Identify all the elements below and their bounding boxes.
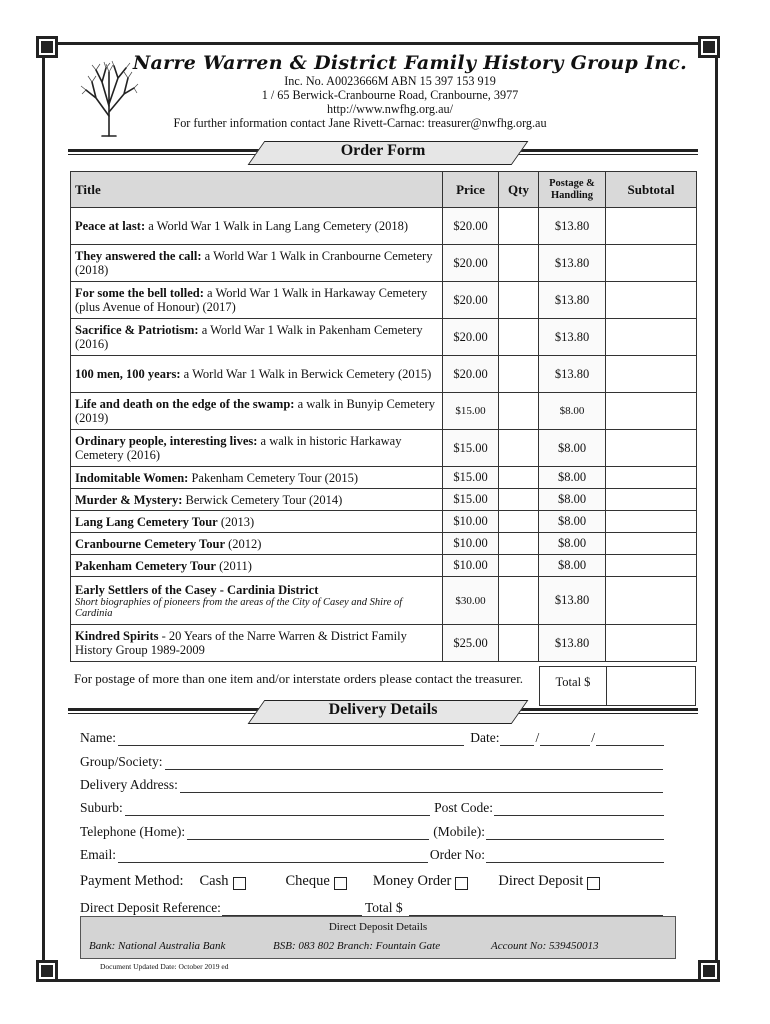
item-postage: $13.80	[539, 625, 606, 662]
mobile-field[interactable]	[486, 827, 664, 840]
item-title-cell	[71, 245, 443, 282]
item-title-rest: Berwick Cemetery Tour (2014)	[182, 492, 343, 507]
item-title-bold: They answered the call:	[75, 249, 202, 263]
item-subtotal-field[interactable]	[606, 555, 697, 577]
item-postage: $13.80	[539, 282, 606, 319]
item-title-bold: For some the bell tolled:	[75, 286, 204, 300]
org-website[interactable]: http://www.nwfhg.org.au/	[327, 102, 453, 116]
item-title-cell	[71, 625, 443, 662]
item-title-cell	[71, 555, 443, 577]
tel-home-label: Telephone (Home):	[80, 824, 186, 839]
item-qty-field[interactable]	[499, 533, 539, 555]
deposit-bank: Bank: National Australia Bank	[89, 940, 226, 952]
item-postage: $8.00	[539, 393, 606, 430]
item-subtotal-field[interactable]	[606, 208, 697, 245]
item-title-rest: a World War 1 Walk in Pakenham Cemetery (2016)	[75, 323, 423, 351]
email-line	[80, 845, 665, 863]
org-header	[80, 52, 700, 130]
pay-direct-label: Direct Deposit	[498, 873, 584, 889]
item-price: $20.00	[443, 282, 499, 319]
table-row	[71, 625, 697, 662]
item-subtotal-field[interactable]	[606, 467, 697, 489]
item-title-cell	[71, 356, 443, 393]
item-qty-field[interactable]	[499, 245, 539, 282]
order-form-section-bar	[68, 141, 698, 167]
item-subtotal-field[interactable]	[606, 245, 697, 282]
group-line	[80, 752, 665, 770]
item-title-bold: Pakenham Cemetery Tour	[75, 558, 216, 573]
item-title-bold: Peace at last:	[75, 219, 146, 233]
item-title-rest: a walk in Bunyip Cemetery (2019)	[75, 397, 436, 425]
item-price: $25.00	[443, 625, 499, 662]
order-no-label: Order No:	[429, 847, 485, 862]
item-price: $10.00	[443, 533, 499, 555]
item-title-bold: Kindred Spirits	[75, 629, 159, 643]
item-price: $20.00	[443, 208, 499, 245]
item-title-cell	[71, 208, 443, 245]
pay-cheque-checkbox[interactable]	[334, 877, 347, 890]
table-row	[71, 511, 697, 533]
table-row	[71, 467, 697, 489]
item-title-bold: Indomitable Women:	[75, 470, 189, 485]
org-inc-line: Inc. No. A0023666M ABN 15 397 153 919	[284, 74, 496, 88]
item-price: $20.00	[443, 356, 499, 393]
item-postage: $13.80	[539, 245, 606, 282]
item-subtotal-field[interactable]	[606, 577, 697, 625]
item-price: $10.00	[443, 555, 499, 577]
item-postage: $13.80	[539, 208, 606, 245]
date-month-field[interactable]	[540, 733, 590, 746]
item-postage: $8.00	[539, 467, 606, 489]
item-title-rest: - 20 Years of the Narre Warren & District Family History Group 1989-2009	[75, 629, 407, 657]
item-qty-field[interactable]	[499, 489, 539, 511]
table-row	[71, 356, 697, 393]
email-field[interactable]	[118, 850, 428, 863]
item-title-rest: a World War 1 Walk in Lang Lang Cemetery (2018)	[145, 219, 408, 233]
postage-note: For postage of more than one item and/or interstate orders please contact the treasurer.	[74, 671, 524, 686]
name-field[interactable]	[118, 733, 464, 746]
item-title-bold: Murder & Mystery:	[75, 492, 183, 507]
org-contact: For further information contact Jane Rivett-Carnac: treasurer@nwfhg.org.au	[173, 116, 547, 130]
table-row	[71, 489, 697, 511]
item-price: $10.00	[443, 511, 499, 533]
order-table-header	[71, 172, 697, 208]
deposit-heading: Direct Deposit Details	[328, 921, 428, 933]
item-title-bold: 100 men, 100 years:	[75, 367, 181, 381]
item-subtotal-field[interactable]	[606, 393, 697, 430]
postcode-label: Post Code:	[434, 800, 493, 815]
item-qty-field[interactable]	[499, 511, 539, 533]
table-row	[71, 393, 697, 430]
order-form-heading: Order Form	[340, 142, 426, 159]
reference-line	[80, 898, 665, 916]
item-title-cell	[71, 467, 443, 489]
item-postage: $13.80	[539, 577, 606, 625]
item-subtotal-field[interactable]	[606, 625, 697, 662]
item-qty-field[interactable]	[499, 625, 539, 662]
item-title-cell	[71, 577, 443, 625]
item-qty-field[interactable]	[499, 577, 539, 625]
item-title-bold: Cranbourne Cemetery Tour	[75, 536, 225, 551]
item-qty-field[interactable]	[499, 282, 539, 319]
item-title-cell	[71, 533, 443, 555]
corner-ornament-bottom-right	[698, 960, 724, 986]
table-row	[71, 282, 697, 319]
corner-ornament-top-right	[698, 36, 724, 62]
table-row	[71, 533, 697, 555]
item-postage: $8.00	[539, 555, 606, 577]
suburb-label: Suburb:	[80, 800, 123, 815]
item-title-rest: (2012)	[225, 536, 262, 551]
pay-cash-checkbox[interactable]	[233, 877, 246, 890]
address-label: Delivery Address:	[80, 777, 178, 792]
table-row	[71, 245, 697, 282]
pay-cheque-label: Cheque	[285, 873, 330, 889]
item-title-bold: Ordinary people, interesting lives:	[75, 434, 258, 448]
date-day-field[interactable]	[500, 733, 534, 746]
item-qty-field[interactable]	[499, 208, 539, 245]
item-price: $20.00	[443, 245, 499, 282]
item-title-rest: a World War 1 Walk in Berwick Cemetery (2015)	[180, 367, 432, 381]
item-title-rest: (2013)	[217, 514, 255, 529]
delivery-section-bar	[68, 700, 698, 726]
item-postage: $13.80	[539, 319, 606, 356]
order-table	[70, 171, 697, 662]
item-subtotal-field[interactable]	[606, 282, 697, 319]
corner-ornament-top-left	[36, 36, 62, 62]
direct-deposit-box	[80, 916, 676, 959]
org-address: 1 / 65 Berwick-Cranbourne Road, Cranbourne, 3977	[261, 88, 519, 102]
item-qty-field[interactable]	[499, 430, 539, 467]
pay-direct-checkbox[interactable]	[587, 877, 600, 890]
name-label: Name:	[80, 730, 116, 745]
item-price: $15.00	[443, 489, 499, 511]
item-title-cell	[71, 489, 443, 511]
table-row	[71, 319, 697, 356]
col-header-qty: Qty	[499, 172, 539, 208]
item-postage: $8.00	[539, 533, 606, 555]
item-price: $15.00	[443, 467, 499, 489]
pay-money-order-checkbox[interactable]	[455, 877, 468, 890]
item-subtotal-field[interactable]	[606, 319, 697, 356]
item-qty-field[interactable]	[499, 467, 539, 489]
address-field[interactable]	[180, 780, 663, 793]
postcode-field[interactable]	[494, 803, 664, 816]
item-postage: $8.00	[539, 511, 606, 533]
suburb-line	[80, 798, 665, 816]
deposit-account: Account No: 539450013	[491, 940, 599, 952]
group-field[interactable]	[165, 757, 664, 770]
col-header-title: Title	[71, 172, 443, 208]
item-title-bold: Life and death on the edge of the swamp:	[75, 397, 295, 411]
item-title-cell	[71, 393, 443, 430]
telephone-line	[80, 822, 665, 840]
item-title-bold: Sacrifice & Patriotism:	[75, 323, 199, 337]
pay-cash-label: Cash	[199, 873, 229, 889]
item-subtitle: Short biographies of pioneers from the areas of the City of Casey and Shire of Cardinia	[75, 596, 403, 619]
item-price: $20.00	[443, 319, 499, 356]
item-title-bold: Lang Lang Cemetery Tour	[75, 514, 218, 529]
table-row	[71, 577, 697, 625]
dd-reference-label: Direct Deposit Reference:	[80, 900, 221, 915]
item-subtotal-field[interactable]	[606, 489, 697, 511]
date-label: Date:	[470, 730, 500, 745]
col-header-postage: Postage & Handling	[539, 172, 606, 208]
table-row	[71, 208, 697, 245]
item-subtotal-field[interactable]	[606, 533, 697, 555]
table-row	[71, 555, 697, 577]
col-header-price: Price	[443, 172, 499, 208]
dd-reference-field[interactable]	[222, 903, 362, 916]
name-date-line: Name: Date: / /	[80, 728, 665, 746]
delivery-total-label: Total $	[364, 900, 403, 915]
deposit-bsb: BSB: 083 802 Branch: Fountain Gate	[273, 940, 441, 952]
item-title-rest: a walk in historic Harkaway Cemetery (2016)	[75, 434, 402, 462]
item-title-bold: Early Settlers of the Casey - Cardinia District	[75, 582, 319, 597]
item-price: $15.00	[443, 393, 499, 430]
org-name: Narre Warren & District Family History Group Inc.	[132, 52, 688, 74]
item-title-cell	[71, 511, 443, 533]
suburb-field[interactable]	[125, 803, 430, 816]
item-title-cell	[71, 430, 443, 467]
item-title-rest: Pakenham Cemetery Tour (2015)	[188, 470, 359, 485]
item-title-cell	[71, 319, 443, 356]
mobile-label: (Mobile):	[433, 824, 485, 839]
item-subtotal-field[interactable]	[606, 430, 697, 467]
item-title-rest: (2011)	[215, 558, 252, 573]
item-price: $30.00	[443, 577, 499, 625]
corner-ornament-bottom-left	[36, 960, 62, 986]
item-title-rest: a World War 1 Walk in Cranbourne Cemetery (2018)	[75, 249, 433, 277]
order-no-field[interactable]	[486, 850, 664, 863]
col-header-subtotal: Subtotal	[606, 172, 697, 208]
pay-money-order-label: Money Order	[372, 873, 452, 889]
address-line	[80, 775, 665, 793]
item-qty-field[interactable]	[499, 555, 539, 577]
item-price: $15.00	[443, 430, 499, 467]
email-label: Email:	[80, 847, 116, 862]
group-label: Group/Society:	[80, 754, 163, 769]
item-qty-field[interactable]	[499, 319, 539, 356]
item-qty-field[interactable]	[499, 356, 539, 393]
delivery-total-field[interactable]	[409, 903, 663, 916]
tel-home-field[interactable]	[187, 827, 429, 840]
payment-label: Payment Method:	[80, 873, 184, 889]
payment-line	[80, 872, 665, 890]
document-updated-note: Document Updated Date: October 2019 ed	[100, 962, 229, 971]
item-qty-field[interactable]	[499, 393, 539, 430]
item-postage: $13.80	[539, 356, 606, 393]
delivery-heading: Delivery Details	[328, 701, 438, 718]
item-subtotal-field[interactable]	[606, 511, 697, 533]
table-row	[71, 430, 697, 467]
date-year-field[interactable]	[596, 733, 664, 746]
item-title-cell	[71, 282, 443, 319]
item-postage: $8.00	[539, 430, 606, 467]
item-subtotal-field[interactable]	[606, 356, 697, 393]
item-title-rest: a World War 1 Walk in Harkaway Cemetery (plus Avenue of Honour) (2017)	[75, 286, 428, 314]
item-postage: $8.00	[539, 489, 606, 511]
order-total-label: Total $	[540, 667, 607, 705]
